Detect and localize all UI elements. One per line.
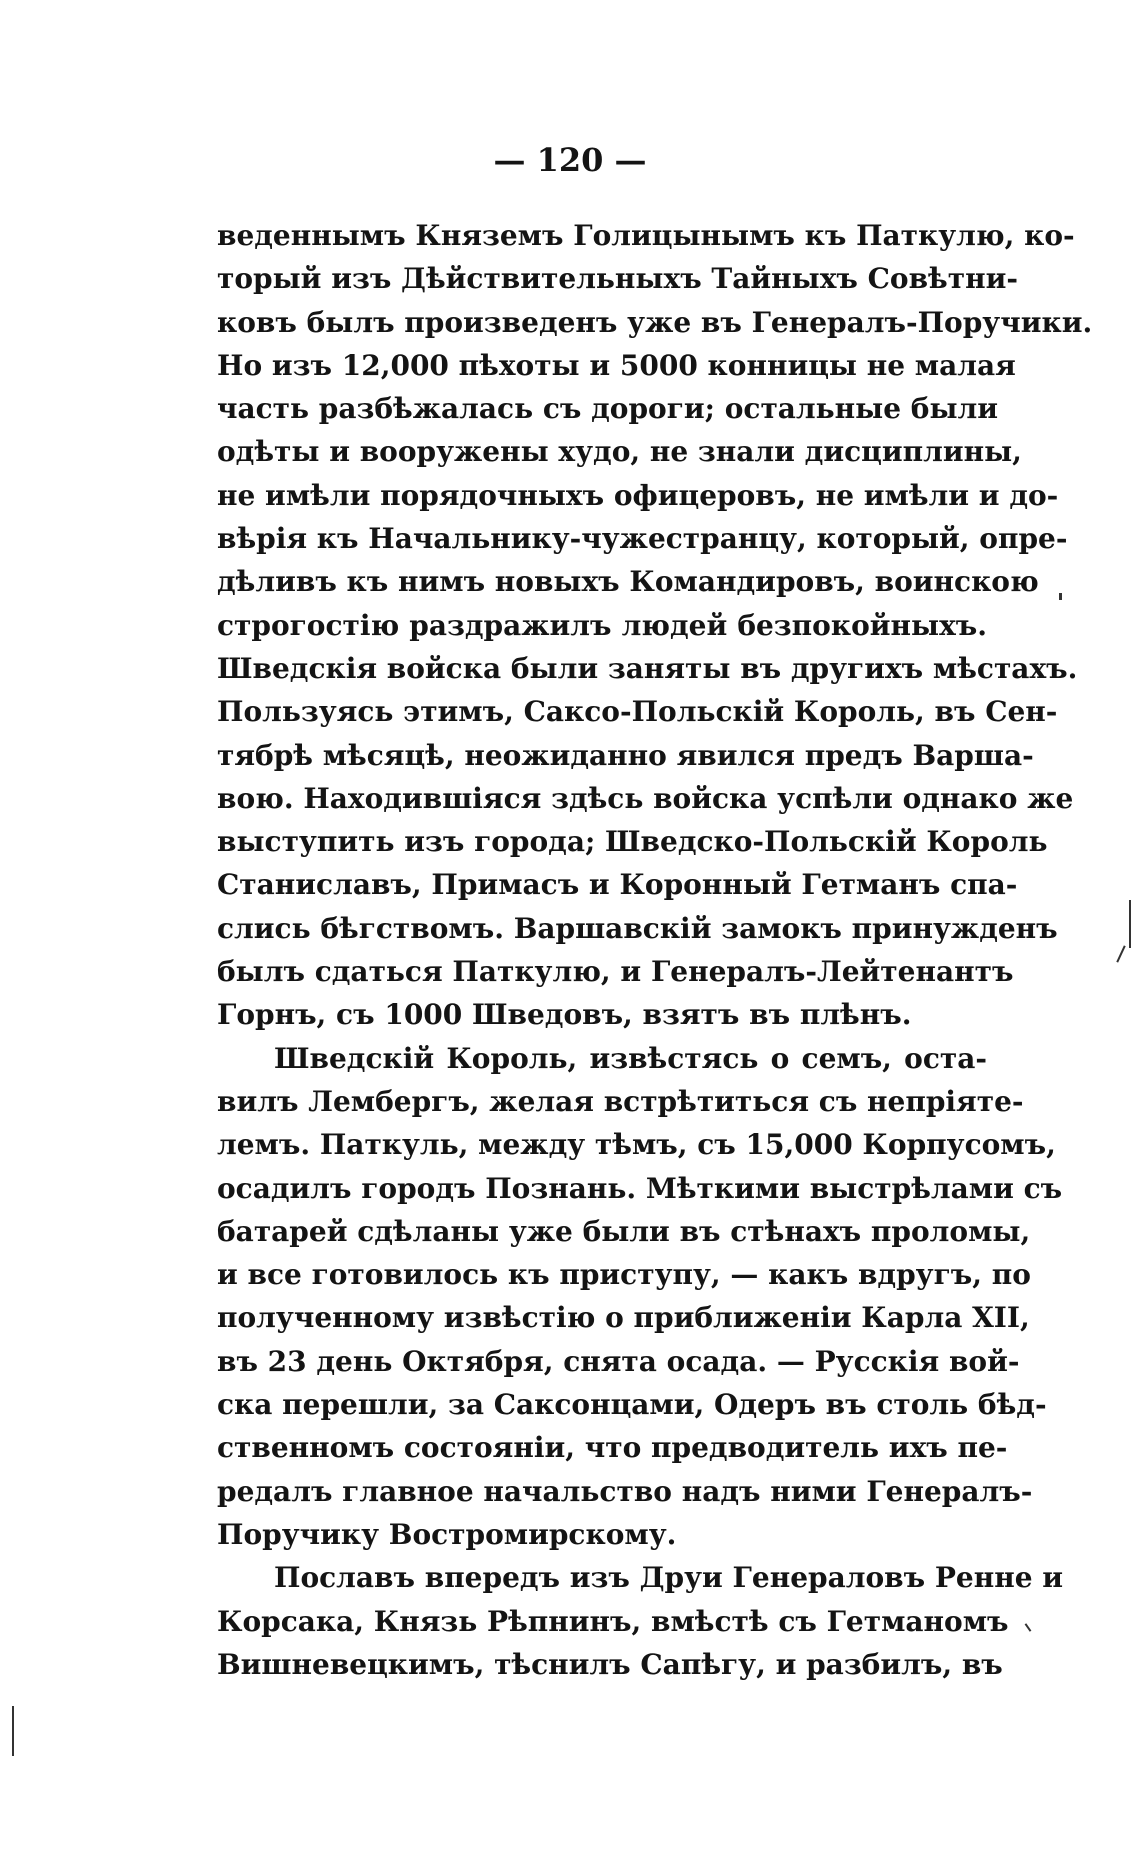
text-line: Шведскій Король, извѣстясь о семъ, оста-	[274, 1041, 987, 1075]
text-line: Станиславъ, Примасъ и Коронный Гетманъ спа-	[217, 868, 1018, 902]
text-line: Но изъ 12,000 пѣхоты и 5000 конницы не малая	[217, 348, 1016, 382]
text-line: Корсака, Князь Рѣпнинъ, вмѣстѣ съ Гетманомъ	[217, 1604, 1009, 1638]
text-line: ственномъ состояніи, что предводитель ихъ пе-	[217, 1431, 1008, 1465]
text-line: дѣливъ къ нимъ новыхъ Командировъ, воинскою	[217, 565, 1039, 599]
text-line: веденнымъ Княземъ Голицынымъ къ Паткулю, ко-	[217, 219, 1075, 252]
paragraph-3	[217, 1556, 1064, 1686]
text-line: ковъ былъ произведенъ уже въ Генералъ-Поручики.	[217, 305, 1093, 339]
paragraph-1	[217, 214, 1093, 1037]
text-line: торый изъ Дѣйствительныхъ Тайныхъ Совѣтни-	[217, 262, 1018, 296]
text-line: одѣты и вооружены худо, не знали дисциплины,	[217, 435, 1022, 469]
text-line: Пославъ впередъ изъ Друи Генераловъ Ренне и	[274, 1561, 1064, 1595]
scan-speck	[1025, 1623, 1032, 1632]
scan-speck	[1059, 593, 1062, 600]
text-line: не имѣли порядочныхъ офицеровъ, не имѣли и до-	[217, 478, 1059, 512]
text-line: выступить изъ города; Шведско-Польскій Король	[217, 825, 1048, 859]
text-line: лемъ. Паткуль, между тѣмъ, съ 15,000 Корпусомъ,	[217, 1128, 1056, 1162]
body-text	[217, 214, 1093, 1686]
text-line: Пользуясь этимъ, Саксо-Польскій Король, въ Сен-	[217, 695, 1058, 729]
text-line: и все готовилось къ приступу, — какъ вдругъ, по	[217, 1258, 1031, 1292]
page-number: — 120 —	[493, 141, 647, 179]
text-line: батарей сдѣланы уже были въ стѣнахъ проломы,	[217, 1214, 1031, 1248]
text-line: вилъ Лембергъ, желая встрѣтиться съ непріяте-	[217, 1084, 1024, 1118]
paragraph-2	[217, 1037, 1063, 1557]
text-line: полученному извѣстію о приближеніи Карла XII,	[217, 1301, 1030, 1335]
scan-speck	[12, 1706, 14, 1756]
text-line: Поручику Востромирскому.	[217, 1517, 677, 1551]
text-line: былъ сдаться Паткулю, и Генералъ-Лейтенантъ	[217, 955, 1014, 989]
text-line: часть разбѣжалась съ дороги; остальные были	[217, 392, 999, 426]
text-line: тябрѣ мѣсяцѣ, неожиданно явился предъ Варша-	[217, 738, 1034, 772]
text-line: строгостію раздражилъ людей безпокойныхъ.	[217, 608, 987, 642]
text-line: ска перешли, за Саксонцами, Одеръ въ столь бѣд-	[217, 1388, 1047, 1422]
text-line: вою. Находившіяся здѣсь войска успѣли однако же	[217, 781, 1074, 815]
text-line: слись бѣгствомъ. Варшавскій замокъ принужденъ	[217, 911, 1058, 945]
scan-speck	[1129, 900, 1131, 948]
text-line: въ 23 день Октября, снята осада. — Русскія вой-	[217, 1344, 1020, 1378]
text-line: Вишневецкимъ, тѣснилъ Сапѣгу, и разбилъ, въ	[217, 1647, 1003, 1681]
text-line: редалъ главное начальство надъ ними Генералъ-	[217, 1474, 1033, 1508]
text-line: Горнъ, съ 1000 Шведовъ, взятъ въ плѣнъ.	[217, 998, 912, 1032]
text-line: вѣрія къ Начальнику-чужестранцу, который, опре-	[217, 522, 1068, 556]
text-line: осадилъ городъ Познань. Мѣткими выстрѣлами съ	[217, 1171, 1063, 1205]
text-line: Шведскія войска были заняты въ другихъ мѣстахъ.	[217, 651, 1078, 685]
scan-speck	[1116, 945, 1125, 962]
